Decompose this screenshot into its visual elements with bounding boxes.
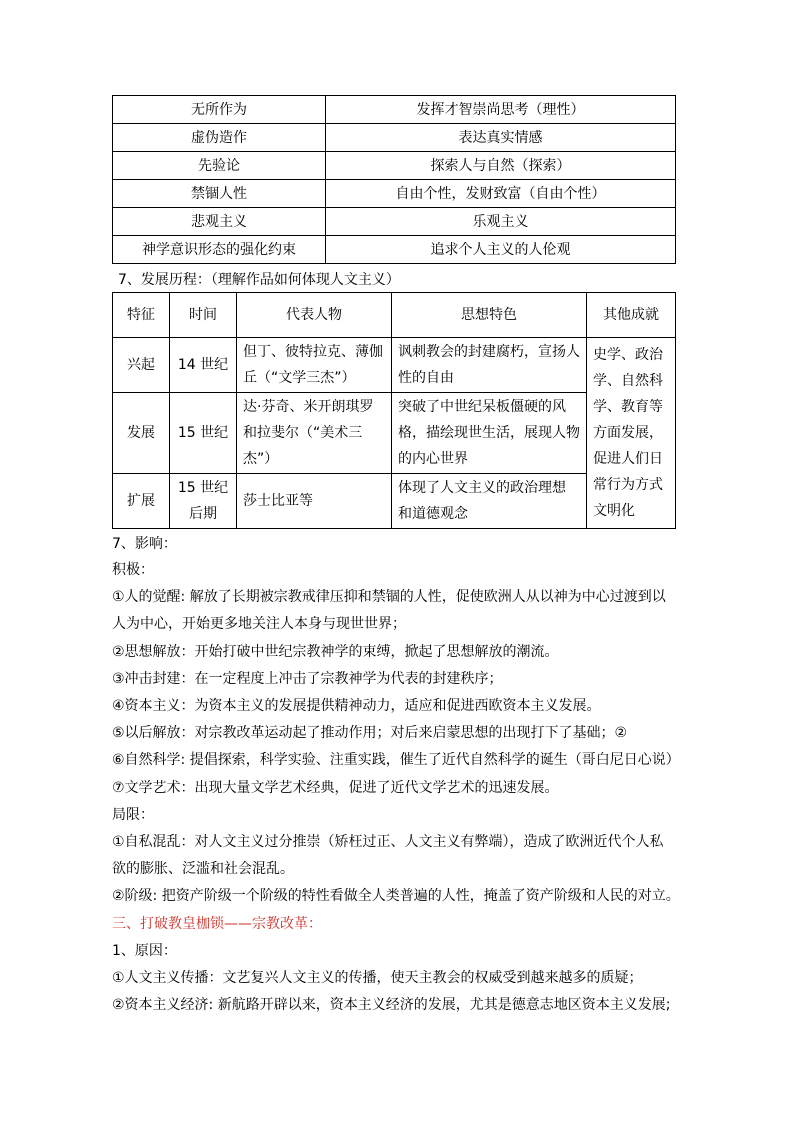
cell-line: 丘（“文学三杰”） (243, 370, 356, 386)
cell-line: 达·芬奇、米开朗琪罗 (243, 399, 374, 415)
cell-line: 性的自由 (398, 370, 454, 386)
feature-cell: 发展 (113, 393, 170, 474)
impact-heading: 7、影响： (112, 536, 177, 552)
table-cell: 神学意识形态的强化约束 (113, 236, 326, 264)
time-cell (170, 474, 237, 529)
cell-line: 体现了人文主义的政治理想 (398, 480, 566, 496)
body-text (112, 531, 678, 1019)
paragraph-line: ⑦文学艺术：出现大量文学艺术经典，促进了近代文学艺术的迅速发展。 (112, 779, 559, 796)
people-cell (237, 474, 392, 529)
table-row (113, 208, 676, 236)
time-cell (170, 393, 237, 474)
paragraph-line: ④资本主义：为资本主义的发展提供精神动力，适应和促进西欧资本主义发展。 (112, 698, 601, 715)
cell-line: 学、自然科 (593, 373, 663, 389)
cell-line: 突破了中世纪呆板僵硬的风 (398, 399, 566, 415)
cell-line: 和道德观念 (398, 506, 468, 522)
cell-line: 但丁、彼特拉克、薄伽 (243, 344, 383, 360)
table-cell: 自由个性，发财致富（自由个性） (326, 180, 676, 208)
cell-line: 15 世纪 (177, 425, 229, 441)
paragraph-line: ②阶级: 把资产阶级一个阶级的特性看做全人类普遍的人性，掩盖了资产阶级和人民的对立。 (112, 888, 680, 905)
paragraph-line: ①人的觉醒: 解放了长期被宗教戒律压抑和禁锢的人性，促使欧洲人从以神为中心过渡到以 (112, 589, 666, 606)
paragraph-line: ③冲击封建：在一定程度上冲击了宗教神学为代表的封建秩序； (112, 670, 503, 687)
cell-line: 讽刺教会的封建腐朽，宣扬人 (398, 344, 580, 360)
cell-line: 莎士比亚等 (243, 493, 313, 509)
paragraph-line: ①人文主义传播：文艺复兴人文主义的传播，使天主教会的权威受到越来越多的质疑； (112, 970, 643, 987)
table-cell: 表达真实情感 (326, 124, 676, 152)
development-table (112, 292, 676, 529)
other-achievements-cell (587, 338, 676, 529)
table-cell: 禁锢人性 (113, 180, 326, 208)
table-row (113, 180, 676, 208)
cell-line: 常行为方式 (593, 477, 663, 493)
cell-line: 15 世纪 (177, 480, 229, 496)
feature-cell: 扩展 (113, 474, 170, 529)
positive-label: 积极： (112, 562, 154, 578)
table-row (113, 124, 676, 152)
paragraph-line: ⑤以后解放：对宗教改革运动起了推动作用；对后来启蒙思想的出现打下了基础；② (112, 725, 628, 742)
table-row (113, 152, 676, 180)
ideas-cell (392, 338, 587, 393)
people-cell (237, 393, 392, 474)
table-row (113, 338, 676, 393)
people-cell (237, 338, 392, 393)
ideas-cell (392, 393, 587, 474)
table-header-row (113, 293, 676, 338)
cell-line: 杰”） (243, 451, 279, 467)
paragraph-line: ②思想解放：开始打破中世纪宗教神学的束缚，掀起了思想解放的潮流。 (112, 643, 559, 660)
reasons-label: 1、原因： (112, 942, 177, 959)
table-cell: 追求个人主义的人伦观 (326, 236, 676, 264)
cell-line: 14 世纪 (177, 357, 229, 373)
cell-line: 后期 (189, 506, 217, 522)
table-cell: 悲观主义 (113, 208, 326, 236)
ideas-cell (392, 474, 587, 529)
cell-line: 文明化 (593, 503, 635, 519)
development-heading: 7、发展历程：（理解作品如何体现人文主义） (118, 272, 400, 288)
cell-line: 方面发展， (593, 425, 663, 441)
table-cell: 先验论 (113, 152, 326, 180)
cell-line: 促进人们日 (593, 451, 663, 467)
table-cell: 乐观主义 (326, 208, 676, 236)
paragraph-line: 欲的膨胀、泛滥和社会混乱。 (112, 861, 294, 878)
table-row (113, 96, 676, 124)
table-cell: 虚伪造作 (113, 124, 326, 152)
header-cell: 思想特色 (392, 293, 587, 338)
paragraph-line: ①自私混乱：对人文主义过分推崇（矫枉过正、人文主义有弊端），造成了欧洲近代个人私 (112, 834, 664, 851)
time-cell (170, 338, 237, 393)
section-title: 三、打破教皇枷锁——宗教改革： (112, 915, 322, 932)
table-cell: 发挥才智崇尚思考（理性） (326, 96, 676, 124)
header-cell: 代表人物 (237, 293, 392, 338)
cell-line: 学、教育等 (593, 399, 663, 415)
table-cell: 无所作为 (113, 96, 326, 124)
cell-line: 和拉斐尔（“美术三 (243, 425, 363, 441)
header-cell: 其他成就 (587, 293, 676, 338)
header-cell: 时间 (170, 293, 237, 338)
paragraph-line: ⑥自然科学: 提倡探索，科学实验、注重实践，催生了近代自然科学的诞生（哥白尼日心说） (112, 752, 680, 769)
feature-cell: 兴起 (113, 338, 170, 393)
comparison-table (112, 95, 676, 264)
cell-line: 史学、政治 (593, 347, 663, 363)
table-cell: 探索人与自然（探索） (326, 152, 676, 180)
paragraph-line: 人为中心，开始更多地关注人本身与现世世界； (112, 616, 406, 633)
table-row (113, 236, 676, 264)
cell-line: 格，描绘现世生活，展现人物 (398, 425, 580, 441)
paragraph-line: ②资本主义经济: 新航路开辟以来，资本主义经济的发展，尤其是德意志地区资本主义发展; (112, 997, 671, 1014)
cell-line: 的内心世界 (398, 451, 468, 467)
header-cell: 特征 (113, 293, 170, 338)
limits-label: 局限： (112, 806, 154, 823)
document-page (112, 95, 678, 1019)
